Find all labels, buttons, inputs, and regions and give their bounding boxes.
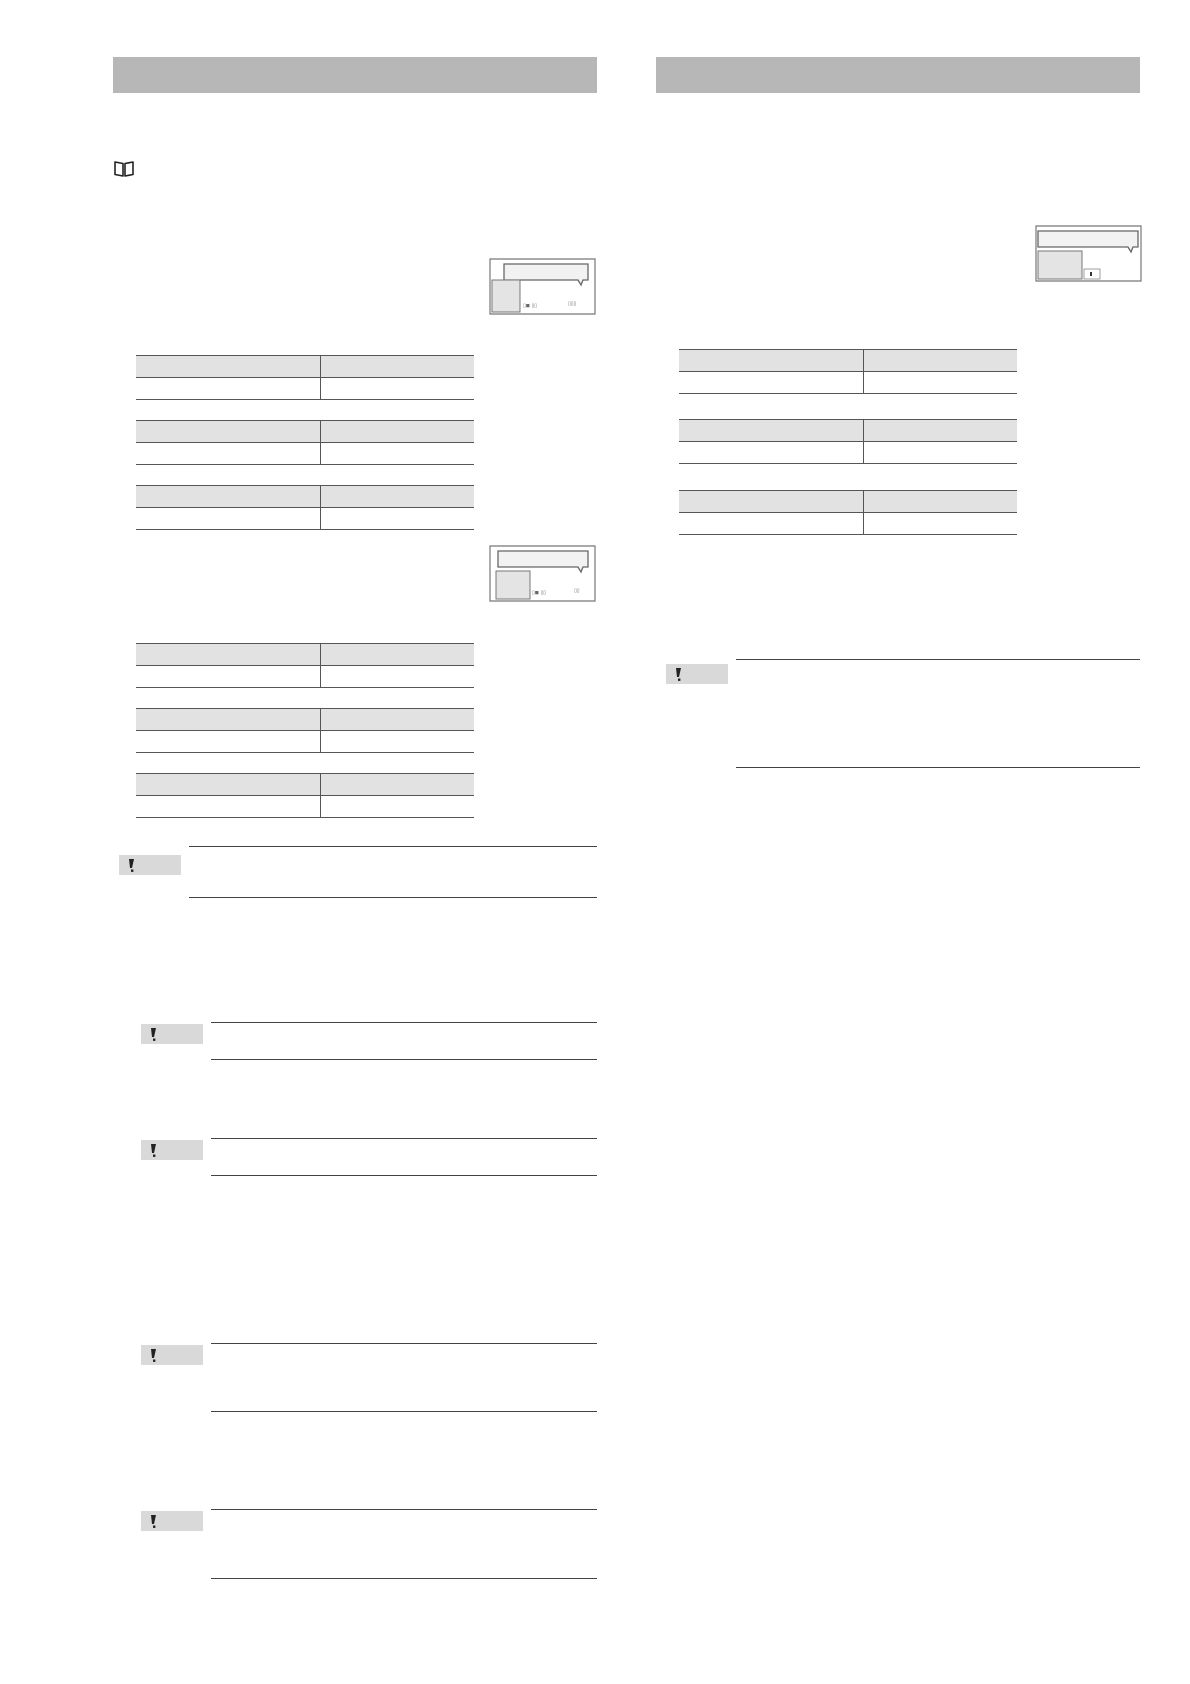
note-tag (666, 664, 728, 684)
settings-table (136, 420, 474, 465)
svg-text:▯▯: ▯▯ (574, 588, 580, 594)
exclamation-icon (141, 1024, 203, 1044)
exclamation-icon (141, 1140, 203, 1160)
note-top-rule (736, 659, 1140, 660)
lcd-screen-illustration (488, 256, 598, 318)
lcd-screen-illustration (488, 543, 598, 605)
note-bottom-rule (211, 1578, 597, 1579)
settings-table (136, 643, 474, 688)
svg-text:▯◼ ▯▯: ▯◼ ▯▯ (523, 303, 537, 309)
svg-text:▯▯▯: ▯▯▯ (568, 301, 577, 307)
note-bottom-rule (736, 767, 1140, 768)
note-tag (141, 1345, 203, 1365)
book-icon (113, 160, 135, 178)
exclamation-icon (666, 664, 728, 684)
settings-table (136, 485, 474, 530)
settings-table (679, 419, 1017, 464)
note-bottom-rule (211, 1059, 597, 1060)
exclamation-icon (119, 855, 181, 875)
note-bottom-rule (211, 1411, 597, 1412)
note-top-rule (211, 1343, 597, 1344)
settings-table (679, 349, 1017, 394)
right-section-header (656, 57, 1140, 93)
note-tag (119, 855, 181, 875)
note-bottom-rule (211, 1175, 597, 1176)
note-top-rule (211, 1022, 597, 1023)
svg-text:▯◼ ▯▯: ▯◼ ▯▯ (532, 590, 546, 596)
exclamation-icon (141, 1345, 203, 1365)
note-tag (141, 1024, 203, 1044)
settings-table (136, 708, 474, 753)
note-tag (141, 1511, 203, 1531)
left-section-header (113, 57, 597, 93)
note-bottom-rule (189, 897, 597, 898)
settings-table (136, 773, 474, 818)
lcd-screen-illustration (1034, 223, 1144, 285)
note-top-rule (211, 1138, 597, 1139)
note-top-rule (189, 846, 597, 847)
exclamation-icon (141, 1511, 203, 1531)
settings-table (136, 355, 474, 400)
note-top-rule (211, 1509, 597, 1510)
note-tag (141, 1140, 203, 1160)
settings-table (679, 490, 1017, 535)
